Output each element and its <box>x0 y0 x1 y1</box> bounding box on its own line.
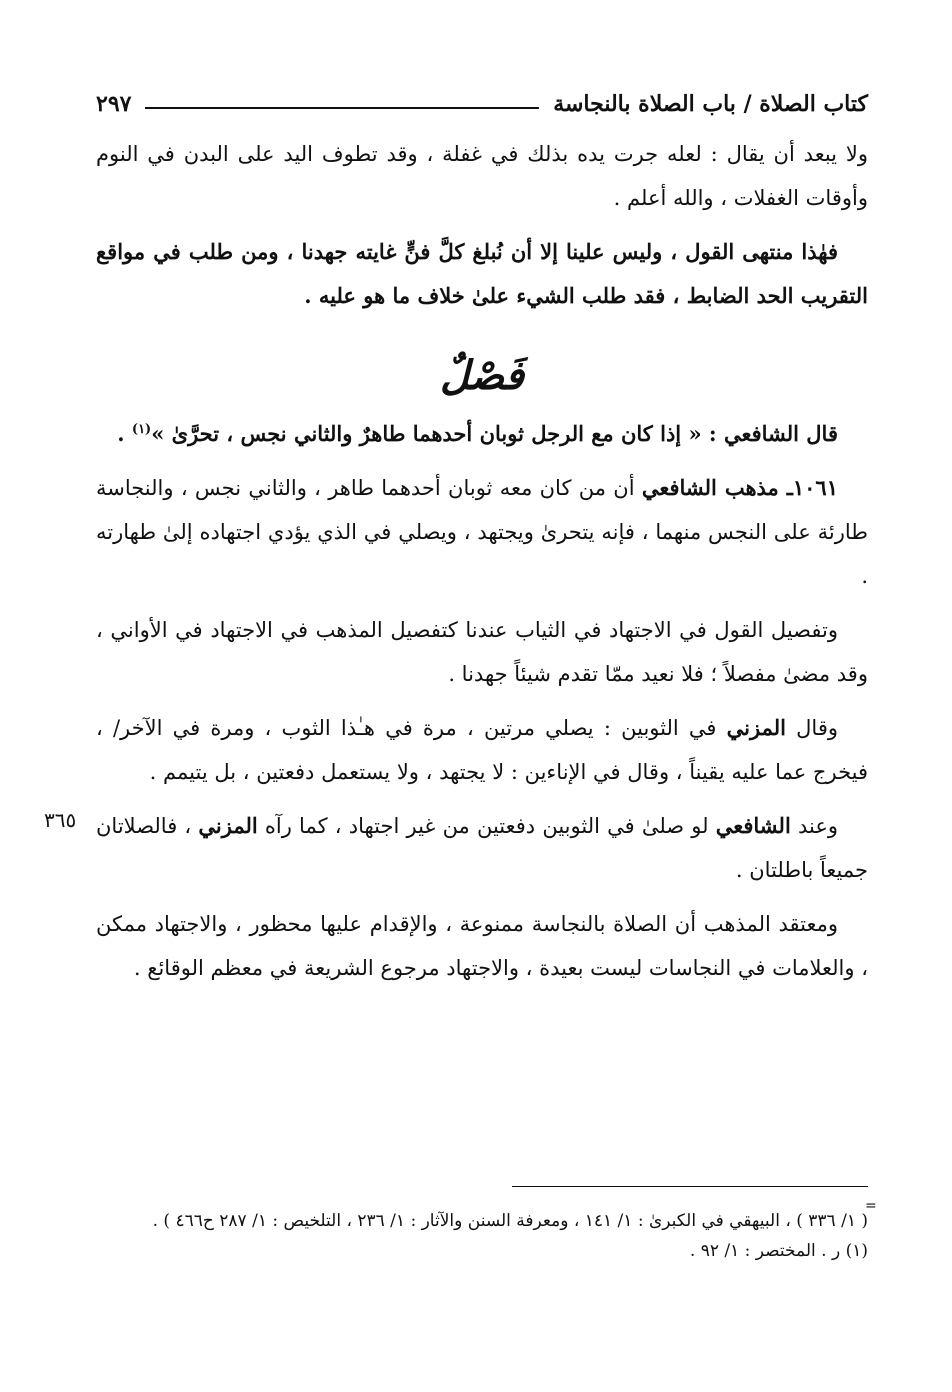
paragraph-5 <box>96 706 868 794</box>
quote-end: . <box>117 421 132 446</box>
section-heading: فَصْلٌ <box>439 352 525 399</box>
footnote-continued: ( ١/ ٣٣٦ ) ، البيهقي في الكبرىٰ : ١/ ١٤١ ، ومعرفة السنن والآثار : ١/ ٢٣٦ ، التلخيص : ١/ ٢٨٧ ح٤٦٦ ) . <box>152 1211 868 1231</box>
p6-part-a: وعند <box>790 814 838 838</box>
paragraph-1061 <box>96 466 868 598</box>
name-muzani: المزني <box>726 715 786 740</box>
footnote-ref: (١) <box>131 422 152 437</box>
paragraph-2: فهٰذا منتهى القول ، وليس علينا إلا أن نُبلغ كلَّ فنٍّ غايته جهدنا ، ومن طلب في مواقع التقريب الحد الضابط ، فقد طلب الشيء علىٰ خلاف ما هو عليه . <box>96 239 868 308</box>
header-title: كتاب الصلاة / باب الصلاة بالنجاسة <box>553 91 868 117</box>
paragraph-1: ولا يبعد أن يقال : لعله جرت يده بذلك في غفلة ، وقد تطوف اليد على البدن في النوم وأوقات الغفلات ، والله أعلم . <box>96 142 868 210</box>
footnote-1: (١) ر . المختصر : ١/ ٩٢ . <box>689 1241 868 1261</box>
paragraph-4: وتفصيل القول في الاجتهاد في الثياب عندنا كتفصيل المذهب في الاجتهاد في الأواني ، وقد مضىٰ مفصلاً ؛ فلا نعيد ممّا تقدم شيئاً جهدنا . <box>96 618 868 686</box>
paragraph-6 <box>96 804 868 892</box>
header-rule <box>145 107 539 109</box>
quote-paragraph <box>96 412 868 456</box>
name-shafii: الشافعي <box>715 813 791 838</box>
main-text <box>96 132 868 1000</box>
paragraph-1061-text: أن من كان معه ثوبان أحدهما طاهر ، والثاني نجس ، والنجاسة طارئة على النجس منهما ، فإنه يتحرىٰ ويجتهد ، ويصلي في الذي يؤدي اجتهاده إلىٰ طهارته . <box>96 476 868 588</box>
issue-number: ١٠٦١ـ مذهب الشافعي <box>641 475 838 500</box>
p5-part-c: في الثوبين : يصلي مرتين ، مرة في هـٰذا الثوب ، ومرة في الآخر/ ، فيخرج عما عليه يقيناً ، وقال في الإناءين : لا يجتهد ، ولا يستعمل دفعتين ، بل يتيمم . <box>96 716 868 784</box>
footnotes <box>96 1206 868 1266</box>
running-header <box>96 86 868 122</box>
p6-part-e: ، فالصلاتان جميعاً باطلتان . <box>96 814 868 882</box>
page-number: ٢٩٧ <box>96 91 132 117</box>
footnote-continuation-mark: = <box>865 1198 877 1214</box>
footnote-separator <box>512 1186 868 1187</box>
name-muzani-2: المزني <box>198 813 258 838</box>
margin-page-reference: ٣٦٥ <box>44 808 77 832</box>
quote-text: قال الشافعي : « إذا كان مع الرجل ثوبان أحدهما طاهرٌ والثاني نجس ، تحرَّىٰ » <box>151 421 838 446</box>
p6-part-c: لو صلىٰ في الثوبين دفعتين من غير اجتهاد ، كما رآه <box>257 814 716 838</box>
p5-part-a: وقال <box>785 716 839 740</box>
paragraph-7: ومعتقد المذهب أن الصلاة بالنجاسة ممنوعة ، والإقدام عليها محظور ، والاجتهاد ممكن ، والعلامات في النجاسات ليست بعيدة ، والاجتهاد مرجوع الشريعة في معظم الوقائع . <box>96 912 868 980</box>
